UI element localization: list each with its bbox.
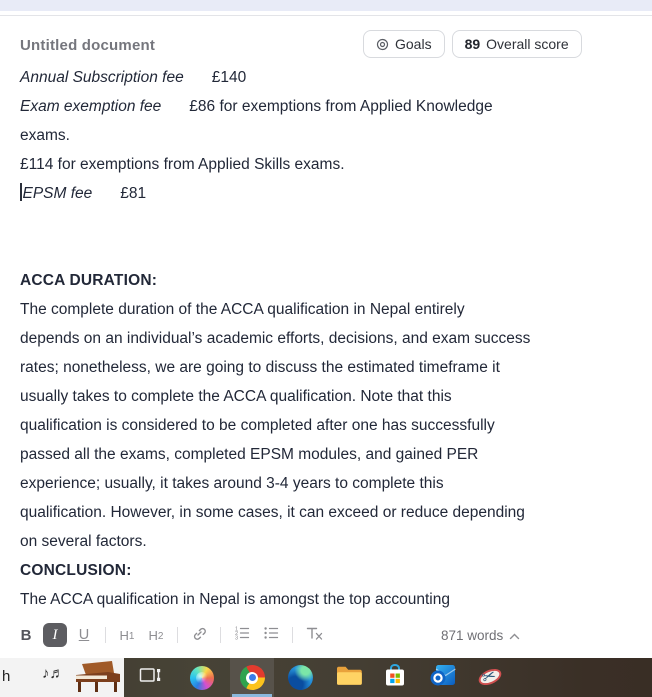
copilot-icon [190, 666, 214, 690]
underline-button[interactable]: U [72, 623, 96, 647]
document-line[interactable] [20, 411, 632, 440]
document-line[interactable] [20, 469, 632, 498]
goals-target-icon [376, 38, 389, 51]
document-lines [20, 63, 632, 614]
text-segment: qualification is considered to be completed after one has successfully [20, 417, 495, 434]
italic-button[interactable]: I [43, 623, 67, 647]
text-segment: £81 [120, 185, 147, 202]
clear-formatting-button[interactable] [302, 623, 326, 647]
overall-score-label: Overall score [486, 36, 569, 52]
chrome-icon [240, 665, 265, 690]
document-line[interactable] [20, 208, 632, 237]
document-title[interactable]: Untitled document [20, 37, 156, 54]
document-line[interactable] [20, 440, 632, 469]
document-line[interactable] [20, 353, 632, 382]
header-buttons [363, 30, 582, 58]
text-segment: CONCLUSION: [20, 562, 132, 579]
document-line[interactable] [20, 63, 632, 92]
piano-illustration-icon [62, 660, 124, 697]
document-line[interactable] [20, 585, 632, 614]
text-segment: rates; nonetheless, we are going to discuss the estimated timeframe it [20, 359, 500, 376]
heading1-digit: 1 [128, 631, 135, 642]
document-line[interactable] [20, 382, 632, 411]
text-segment: experience; usually, it takes around 3-4 years to complete this [20, 475, 444, 492]
outlook-icon [430, 663, 456, 692]
taskbar-snipping-tool-button[interactable] [469, 658, 513, 697]
text-segment: Annual Subscription fee [20, 69, 184, 86]
document-line[interactable] [20, 324, 632, 353]
browser-top-strip [0, 0, 652, 11]
ordered-list-button[interactable] [230, 623, 254, 647]
text-segment: qualification. However, in some cases, it can exceed or reduce depending [20, 504, 525, 521]
overall-score-button[interactable] [452, 30, 582, 58]
bullet-list-button[interactable] [259, 623, 283, 647]
document-line[interactable] [20, 295, 632, 324]
document-line[interactable] [20, 556, 632, 585]
text-segment: The complete duration of the ACCA qualification in Nepal entirely [20, 301, 465, 318]
document-editor[interactable] [20, 63, 632, 614]
edge-icon [288, 665, 313, 690]
text-segment: £140 [211, 69, 247, 86]
taskbar-outlook-button[interactable] [421, 658, 465, 697]
document-line[interactable] [20, 92, 632, 121]
goals-button-label: Goals [395, 36, 432, 52]
text-segment: EPSM fee [22, 185, 93, 202]
task-view-icon [139, 665, 162, 690]
scissors-glyph: ✂ [479, 664, 499, 688]
chevron-up-icon [509, 628, 520, 643]
goals-button[interactable] [363, 30, 445, 58]
text-segment: passed all the exams, completed EPSM modules, and gained PER [20, 446, 479, 463]
document-line[interactable] [20, 498, 632, 527]
text-segment: depends on an individual’s academic efforts, decisions, and exam success [20, 330, 531, 347]
snipping-tool-icon [477, 665, 505, 691]
windows-taskbar [0, 658, 652, 697]
taskbar-search-box[interactable] [0, 658, 124, 697]
ordered-list-icon [234, 625, 251, 645]
toolbar-divider [292, 627, 293, 643]
text-segment: exams. [20, 127, 70, 144]
document-line[interactable] [20, 237, 632, 266]
toolbar-divider [220, 627, 221, 643]
heading1-button[interactable] [115, 623, 139, 647]
document-line[interactable] [20, 121, 632, 150]
taskbar-file-explorer-button[interactable] [327, 658, 371, 697]
svg-text:2: 2 [234, 631, 238, 638]
heading2-button[interactable] [144, 623, 168, 647]
text-segment: ACCA DURATION: [20, 272, 158, 289]
word-count-label: 871 words [441, 627, 504, 643]
link-button[interactable] [187, 623, 211, 647]
text-segment: on several factors. [20, 533, 147, 550]
toolbar-divider [105, 627, 106, 643]
header-divider [0, 15, 652, 16]
toolbar-divider [177, 627, 178, 643]
document-line[interactable] [20, 266, 632, 295]
taskbar-copilot-button[interactable] [180, 658, 224, 697]
overall-score-value: 89 [464, 36, 481, 52]
taskbar-chrome-button[interactable] [230, 658, 274, 697]
taskbar-microsoft-store-button[interactable] [373, 658, 417, 697]
text-segment: £86 for exemptions from Applied Knowledge [189, 98, 493, 115]
taskbar-edge-button[interactable] [278, 658, 322, 697]
taskbar-task-view-button[interactable] [128, 658, 172, 697]
microsoft-store-icon [383, 663, 407, 692]
heading2-letter: H [148, 627, 158, 643]
link-icon [191, 625, 208, 646]
text-segment: The ACCA qualification in Nepal is amongst the top accounting [20, 591, 450, 608]
word-count-toggle[interactable] [441, 621, 520, 649]
music-notes-icon: ♪♬ [42, 665, 65, 682]
clear-formatting-icon [305, 625, 323, 645]
document-line[interactable] [20, 150, 632, 179]
svg-text:3: 3 [234, 635, 238, 641]
text-segment: usually takes to complete the ACCA qualification. Note that this [20, 388, 452, 405]
bullet-list-icon [263, 625, 280, 645]
text-segment: Exam exemption fee [20, 98, 162, 115]
svg-text:1: 1 [234, 626, 238, 633]
heading2-digit: 2 [157, 631, 164, 642]
text-cursor [20, 183, 22, 201]
bold-button[interactable]: B [14, 623, 38, 647]
text-segment: £114 for exemptions from Applied Skills exams. [20, 156, 345, 173]
document-line[interactable] [20, 527, 632, 556]
search-box-text: h [2, 668, 11, 685]
document-line[interactable] [20, 179, 632, 208]
formatting-toolbar [14, 621, 331, 649]
file-explorer-icon [336, 665, 363, 691]
heading1-letter: H [119, 627, 129, 643]
